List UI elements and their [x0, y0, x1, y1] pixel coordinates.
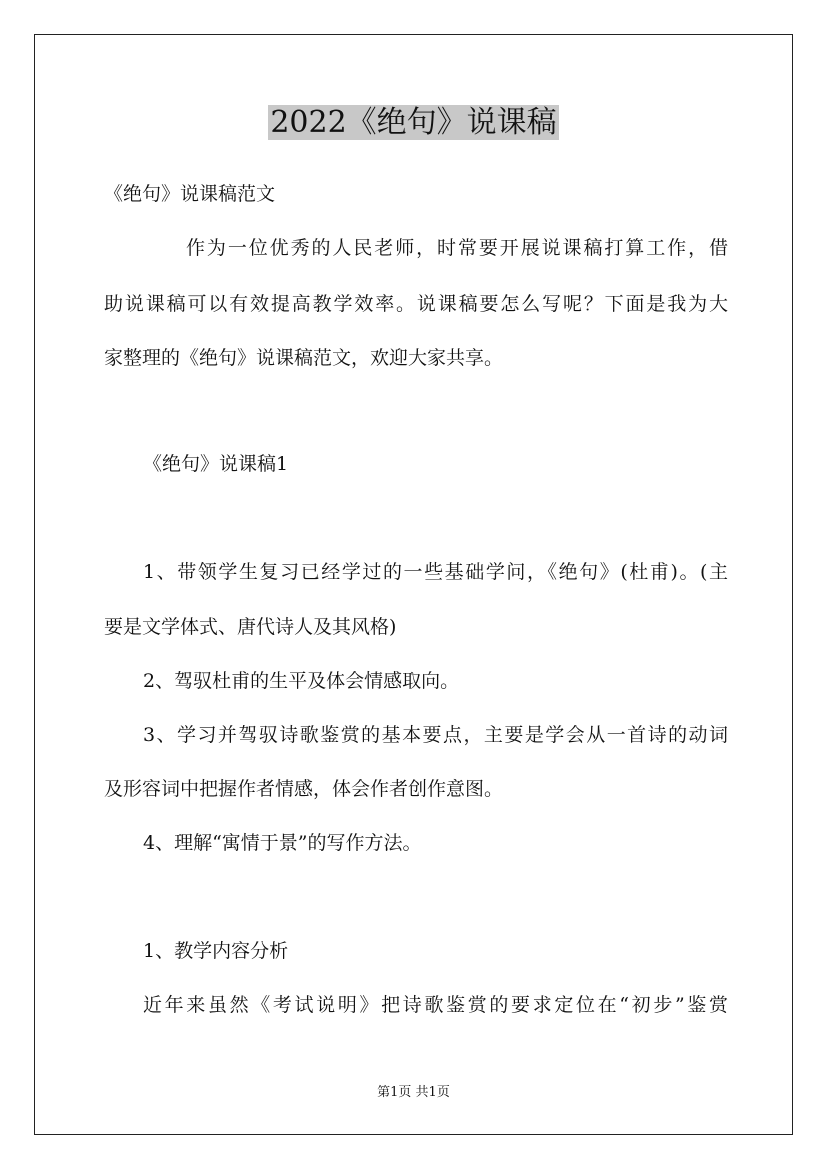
intro-line-3: 家整理的《绝句》说课稿范文，欢迎大家共享。 [104, 347, 504, 369]
document-title-text: 2022《绝句》说课稿 [270, 105, 557, 140]
section-heading: 《绝句》说课稿1 [143, 453, 289, 475]
analysis-first-line: 近年来虽然《考试说明》把诗歌鉴赏的要求定位在“初步”鉴赏 [143, 994, 728, 1016]
analysis-heading: 1、教学内容分析 [143, 940, 289, 962]
subtitle: 《绝句》说课稿范文 [104, 183, 276, 205]
intro-line-2: 助说课稿可以有效提高教学效率。说课稿要怎么写呢？下面是我为大 [104, 293, 728, 315]
goal-line-5: 及形容词中把握作者情感，体会作者创作意图。 [104, 778, 504, 800]
document-title [0, 102, 827, 144]
page-footer: 第1页 共1页 [377, 1085, 450, 1100]
goal-line-3: 2、驾驭杜甫的生平及体会情感取向。 [143, 670, 460, 692]
goal-line-2: 要是文学体式、唐代诗人及其风格) [104, 616, 397, 638]
goal-line-4: 3、学习并驾驭诗歌鉴赏的基本要点，主要是学会从一首诗的动词 [143, 724, 728, 746]
goal-line-6: 4、理解“寓情于景”的写作方法。 [143, 832, 422, 854]
goal-line-1: 1、带领学生复习已经学过的一些基础学问，《绝句》(杜甫)。(主 [143, 561, 728, 583]
intro-line-1: 作为一位优秀的人民老师，时常要开展说课稿打算工作，借 [186, 237, 728, 259]
